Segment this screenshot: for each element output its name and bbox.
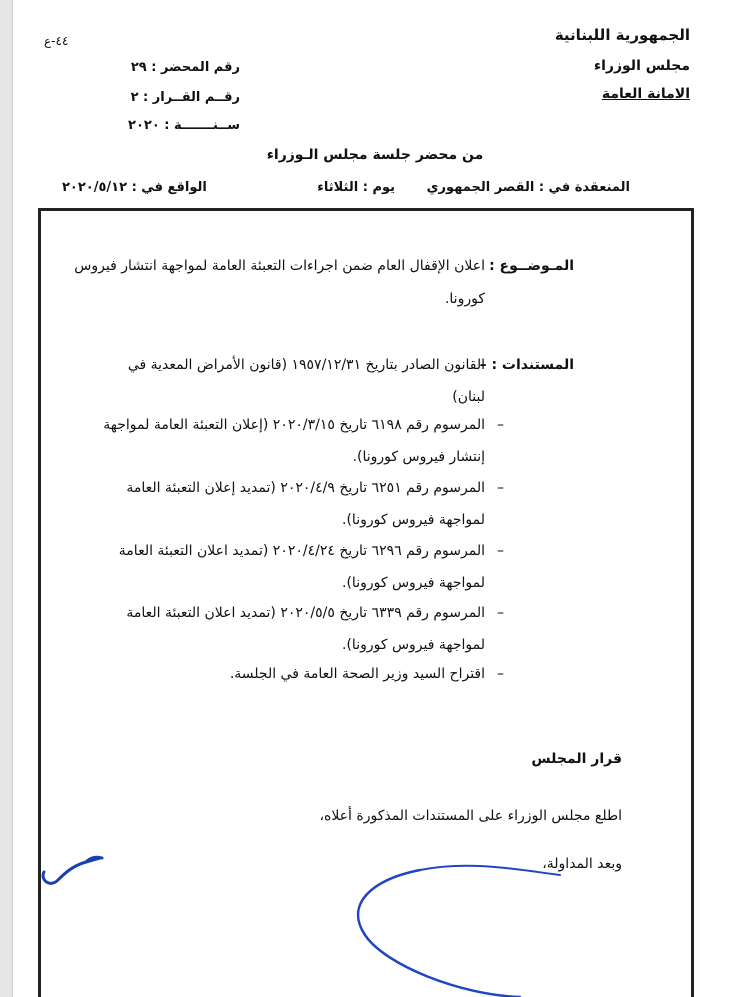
- session-location: المنعقدة في : القصر الجمهوري: [426, 180, 630, 195]
- document-item-5-line-1: اقتراح السيد وزير الصحة العامة في الجلسة.: [229, 666, 485, 682]
- document-item-1-line-1: المرسوم رقم ٦١٩٨ تاريخ ٢٠٢٠/٣/١٥ (إعلان التعبئة العامة لمواجهة: [103, 417, 485, 433]
- document-item-4-line-1: المرسوم رقم ٦٣٣٩ تاريخ ٢٠٢٠/٥/٥ (تمديد اعلان التعبئة العامة: [126, 605, 485, 621]
- decision-heading: قرار المجلس: [531, 751, 622, 767]
- document-item-3-line-1: المرسوم رقم ٦٢٩٦ تاريخ ٢٠٢٠/٤/٢٤ (تمديد اعلان التعبئة العامة: [118, 543, 485, 559]
- minutes-number: رقم المحضر : ٢٩: [130, 60, 240, 75]
- decision-number: رقــم القــرار : ٢: [130, 90, 240, 105]
- document-item-4-line-2: لمواجهة فيروس كورونا).: [342, 637, 485, 653]
- session-year: ســنـــــــة : ٢٠٢٠: [128, 118, 240, 133]
- document-item-2-line-2: لمواجهة فيروس كورونا).: [342, 512, 485, 528]
- documents-label: المستندات : –: [479, 357, 574, 373]
- handwritten-signature-stroke: [420, 866, 560, 875]
- subject-line-2: كورونا.: [444, 291, 485, 307]
- handwritten-signature-curve: [358, 870, 520, 997]
- document-item-dash: –: [497, 666, 504, 682]
- document-item-dash: –: [497, 480, 504, 496]
- decision-line-1: اطلع مجلس الوزراء على المستندات المذكورة أعلاه،: [319, 808, 622, 824]
- document-item-3-line-2: لمواجهة فيروس كورونا).: [342, 575, 485, 591]
- session-title: من محضر جلسة مجلس الـوزراء: [266, 147, 484, 163]
- subject-line-1: اعلان الإقفال العام ضمن اجراءات التعبئة العامة لمواجهة انتشار فيروس: [74, 258, 485, 274]
- decision-line-2: وبعد المداولة،: [542, 856, 622, 872]
- document-item-dash: –: [497, 543, 504, 559]
- document-item-dash: –: [497, 417, 504, 433]
- secretariat-name: الامانة العامة: [601, 86, 690, 102]
- reference-code: ٤٤-ع: [44, 34, 69, 48]
- council-name: مجلس الوزراء: [593, 58, 690, 74]
- handwritten-initial-mark: [43, 857, 102, 883]
- document-law-line-2: لبنان): [452, 389, 485, 405]
- document-law-line-1: القانون الصادر بتاريخ ١٩٥٧/١٢/٣١ (قانون الأمراض المعدية في: [127, 357, 485, 373]
- session-day: يوم : الثلاثاء: [317, 180, 395, 195]
- session-date: الواقع في : ٢٠٢٠/٥/١٢: [62, 180, 207, 195]
- document-item-dash: –: [497, 605, 504, 621]
- document-item-1-line-2: إنتشار فيروس كورونا).: [352, 449, 485, 465]
- subject-label: المـوضــوع :: [489, 258, 574, 274]
- document-item-2-line-1: المرسوم رقم ٦٢٥١ تاريخ ٢٠٢٠/٤/٩ (تمديد إعلان التعبئة العامة: [126, 480, 485, 496]
- country-name: الجمهورية اللبنانية: [554, 26, 690, 44]
